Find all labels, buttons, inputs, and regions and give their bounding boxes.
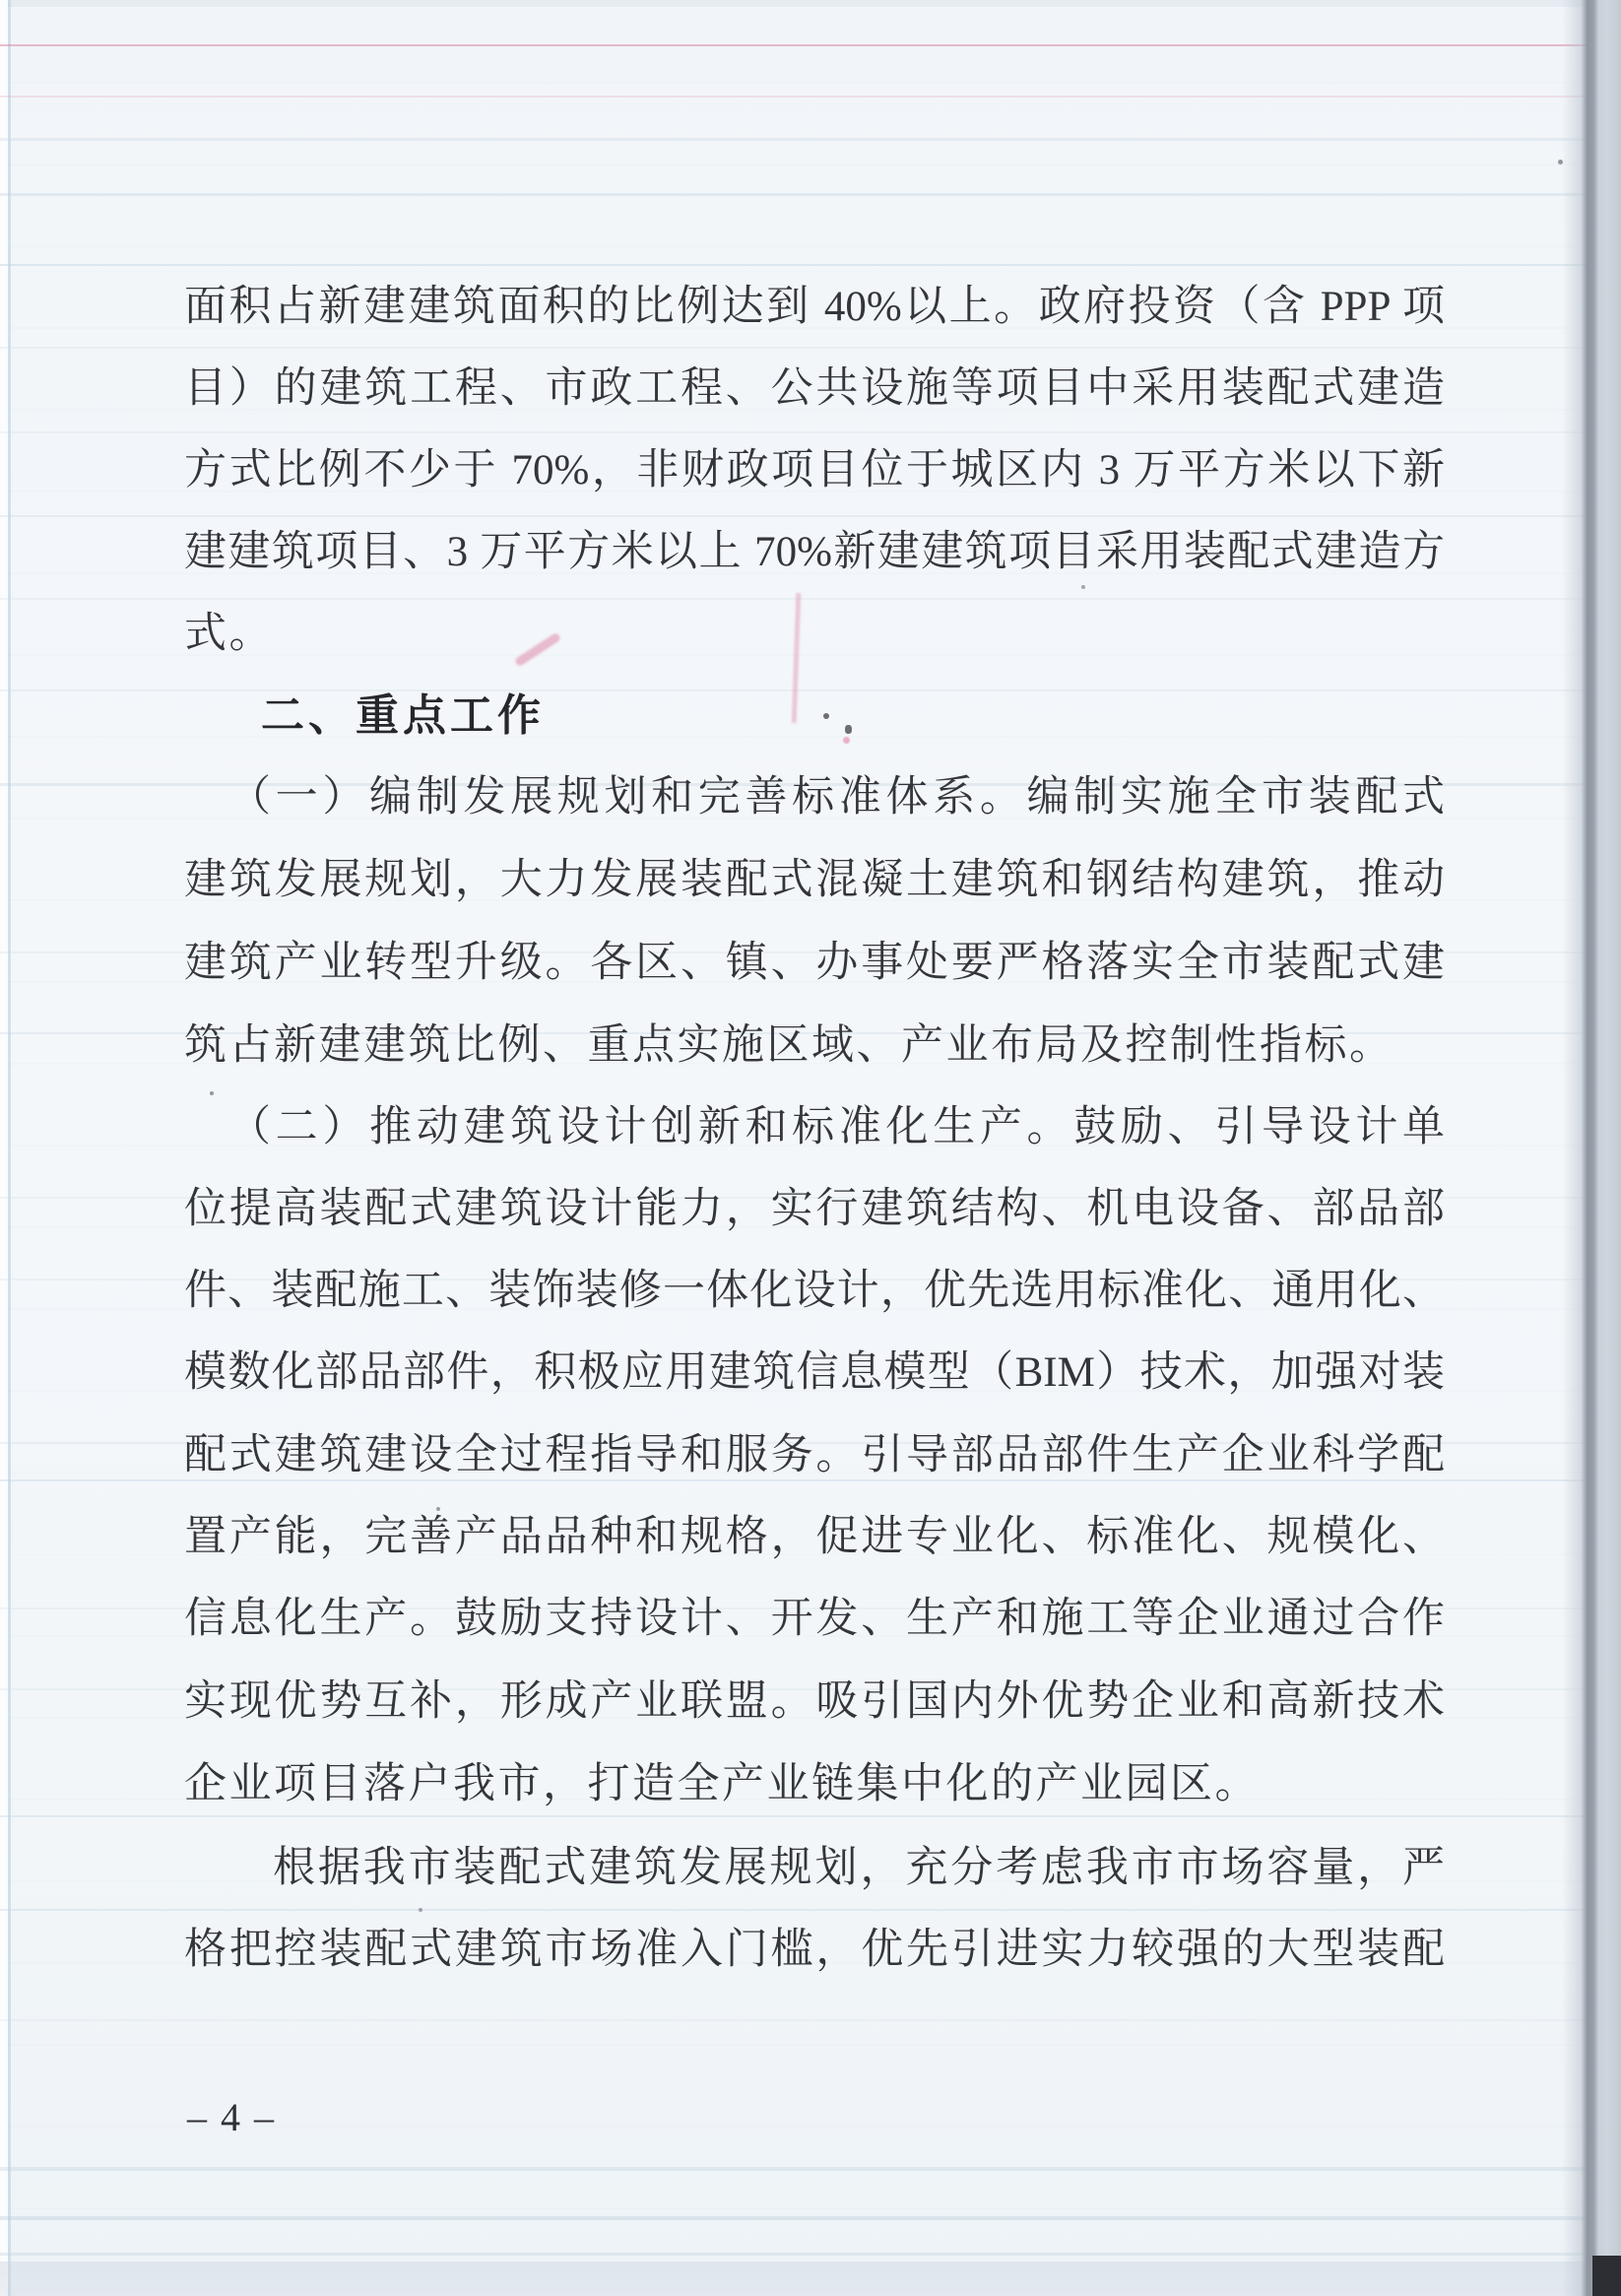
text-line: 格把控装配式建筑市场准入门槛，优先引进实力较强的大型装配	[184, 1927, 1445, 1973]
text-line: 建筑产业转型升级。各区、镇、办事处要严格落实全市装配式建	[184, 940, 1445, 986]
text-line: 配式建筑建设全过程指导和服务。引导部品部件生产企业科学配	[184, 1432, 1445, 1478]
scan-speck	[419, 1908, 422, 1912]
text-line: 置产能，完善产品品种和规格，促进专业化、标准化、规模化、	[184, 1514, 1445, 1560]
text-line: 根据我市装配式建筑发展规划，充分考虑我市市场容量，严	[273, 1845, 1445, 1891]
text-line: 面积占新建建筑面积的比例达到 40%以上。政府投资（含 PPP 项	[184, 284, 1445, 330]
scan-corner	[1592, 2256, 1621, 2296]
text-line: 目）的建筑工程、市政工程、公共设施等项目中采用装配式建造	[184, 365, 1445, 412]
page-left-edge	[0, 0, 8, 2296]
scan-streak	[0, 0, 1621, 7]
text-line: 建建筑项目、3 万平方米以上 70%新建建筑项目采用装配式建造方	[184, 529, 1445, 575]
text-line: 企业项目落户我市，打造全产业链集中化的产业园区。	[184, 1761, 1260, 1807]
text-line: 方式比例不少于 70%，非财政项目位于城区内 3 万平方米以下新	[184, 447, 1445, 493]
text-line: 实现优势互补，形成产业联盟。吸引国内外优势企业和高新技术	[184, 1678, 1445, 1725]
text-line: （一）编制发展规划和完善标准体系。编制实施全市装配式	[228, 774, 1445, 820]
text-line: 信息化生产。鼓励支持设计、开发、生产和施工等企业通过合作	[184, 1596, 1445, 1642]
text-line: 件、装配施工、装饰装修一体化设计，优先选用标准化、通用化、	[184, 1268, 1445, 1314]
text-line: （二）推动建筑设计创新和标准化生产。鼓励、引导设计单	[228, 1104, 1445, 1150]
text-line: 式。	[184, 611, 274, 657]
page-number: – 4 –	[187, 2095, 276, 2139]
section-heading: 二、重点工作	[261, 691, 545, 740]
text-line: 建筑发展规划，大力发展装配式混凝土建筑和钢结构建筑，推动	[184, 857, 1445, 903]
text-line: 筑占新建建筑比例、重点实施区域、产业布局及控制性指标。	[184, 1022, 1394, 1069]
text-line: 位提高装配式建筑设计能力，实行建筑结构、机电设备、部品部	[184, 1186, 1445, 1232]
scan-speck	[210, 1091, 214, 1095]
scan-streak	[8, 0, 11, 2296]
text-line: 模数化部品部件，积极应用建筑信息模型（BIM）技术，加强对装	[184, 1349, 1445, 1396]
page-bottom-shadow	[0, 2262, 1621, 2296]
binding-shadow	[1562, 0, 1621, 2296]
scan-speck	[1081, 585, 1085, 589]
